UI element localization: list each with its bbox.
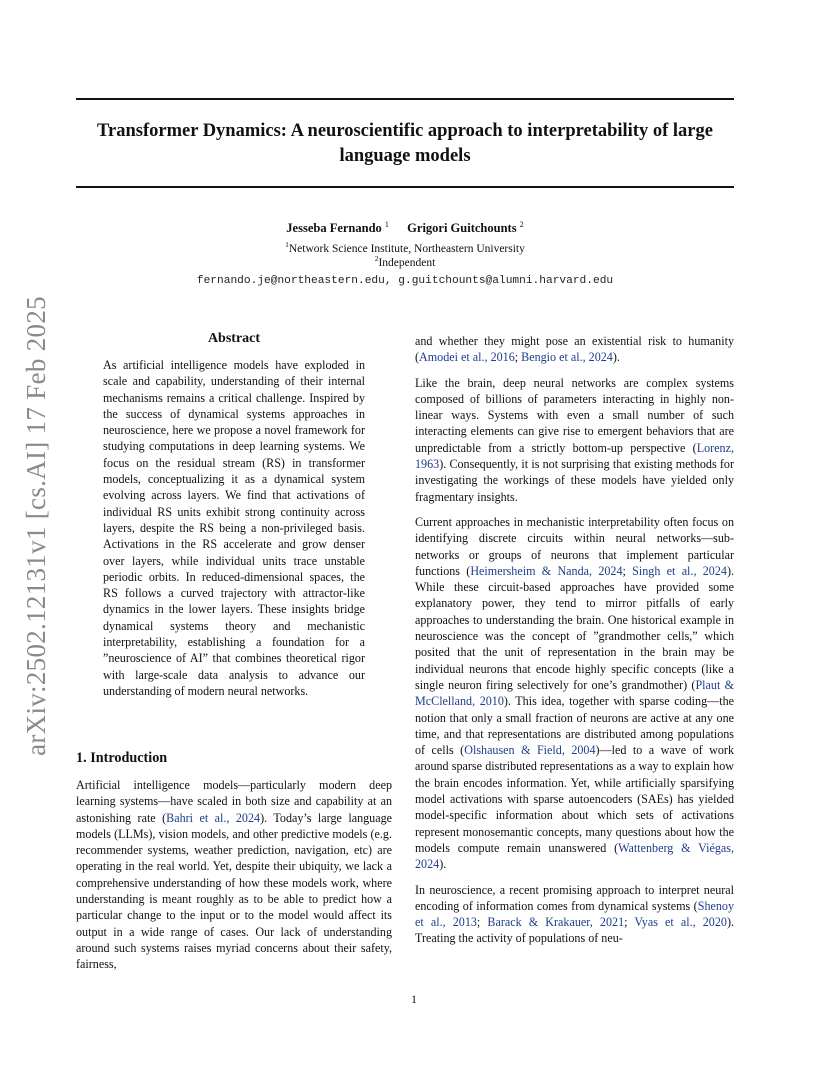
- abstract-text: As artificial intelligence models have exploded in scale and capability, understanding of their internal mechanisms remains a critical challenge. Inspired by the success of dynamical systems approaches in neuroscience, here we propose a novel framework for studying computations in deep learning systems. We focus on the residual stream (RS) in transformer models, conceptualizing it as a dynamical system evolving across layers. We find that activations of individual RS units exhibit strong continuity across layers, despite the RS being a non-privileged basis. Activations in the RS accelerate and grow denser over layers, while individual units trace unstable periodic orbits. In reduced-dimensional spaces, the RS follows a curved trajectory with attractor-like dynamics in the lower layers. These insights bridge dynamical systems theory and mechanistic interpretability, establishing a foundation for a ”neuroscience of AI” that combines theoretical rigor with large-scale data analysis to advance our understanding of modern neural networks.: [103, 358, 365, 698]
- citation-separator: ;: [622, 563, 633, 578]
- text-run: Like the brain, deep neural networks are complex systems composed of billions of parameters interacting in highly non-linear ways. Systems with even a small number of such interacting elements can give rise to emergent behaviors that are unpredictable from a strictly bottom-up perspective (: [415, 375, 734, 455]
- text-run: ). Consequently, it is not surprising that existing methods for investigating the workings of these models have yielded only fragmentary insights.: [415, 457, 734, 504]
- citation-link[interactable]: Amodei et al., 2016: [419, 350, 515, 365]
- text-run: Artificial intelligence models—particularly modern deep learning systems—have scaled in both size and capability at an astonishing rate (: [76, 778, 392, 825]
- citation-link[interactable]: Plaut & McClelland, 2010: [415, 677, 734, 709]
- affiliation-2: [76, 252, 734, 270]
- left-column: [76, 330, 392, 699]
- citation-link[interactable]: Heimersheim & Nanda, 2024: [470, 563, 623, 578]
- text-run: ). Treating the activity of populations of neu-: [415, 915, 734, 946]
- paragraph: [415, 333, 734, 366]
- intro-paragraph: [76, 777, 392, 973]
- citation-link[interactable]: Barack & Krakauer, 2021: [487, 915, 625, 930]
- text-run: ). This idea, together with sparse coding—the notion that only a small fraction of neurons are active at any one time, and that representations are distributed among populations of cells (: [415, 694, 734, 758]
- arxiv-sidebar-stamp: arXiv:2502.12131v1 [cs.AI] 17 Feb 2025: [21, 296, 51, 756]
- author-affil-mark: 2: [519, 220, 524, 229]
- citation-separator: ;: [476, 915, 488, 930]
- paragraph: [415, 882, 734, 947]
- text-run: ).: [612, 350, 620, 365]
- text-run: Current approaches in mechanistic interpretability often focus on identifying discrete circuits within neural networks—sub-networks or groups of neurons that implement particular functions (: [415, 514, 734, 578]
- paper-title: Transformer Dynamics: A neuroscientific approach to interpretability of large language models: [97, 121, 713, 166]
- author-name: Jesseba Fernando: [286, 221, 382, 236]
- citation-link[interactable]: Olshausen & Field, 2004: [464, 743, 596, 758]
- citation-link[interactable]: Lorenz, 1963: [415, 440, 734, 472]
- paragraph: [415, 375, 734, 505]
- author-name: Grigori Guitchounts: [407, 221, 517, 236]
- paragraph: [415, 514, 734, 873]
- citation-link[interactable]: Singh et al., 2024: [632, 563, 727, 578]
- author-affil-mark: 1: [384, 220, 389, 229]
- affil-text: Network Science Institute, Northeastern University: [288, 242, 525, 255]
- citation-separator: ;: [514, 350, 522, 365]
- author-emails: fernando.je@northeastern.edu, g.guitchounts@alumni.harvard.edu: [196, 275, 614, 287]
- text-run: ). Today’s large language models (LLMs), vision models, and other predictive models (e.g. recommender systems, weather prediction, navigation, etc) are operating in the real world. Yet, despite their ubiquity, we lack a comprehensive understanding of how these models work, where understanding is meant roughly as to be able to predict how a particular change to the input or to the model would affect its output in a wide range of cases. Our lack of understanding around such systems raises myriad concerns about their safety, fairness,: [76, 810, 392, 972]
- right-column: [415, 333, 734, 956]
- title-top-rule: [76, 98, 734, 100]
- page-number: 1: [411, 992, 417, 1006]
- citation-link[interactable]: Shenoy et al., 2013: [415, 898, 734, 930]
- citation-link[interactable]: Bahri et al., 2024: [166, 810, 261, 825]
- text-run: ). While these circuit-based approaches have provided some explanatory power, they tend to mirror pitfalls of early approaches to understanding the brain. One historical example in neuroscience was the concept of ”grandmother cells,” which posited that the unit of representation in the brain may be individual neurons that encode highly specific concepts (like a single neuron firing selectively for one’s grandmother) (: [415, 563, 735, 692]
- citation-link[interactable]: Bengio et al., 2024: [521, 350, 613, 365]
- intro-heading: 1. Introduction: [76, 750, 168, 766]
- citation-link[interactable]: Wattenberg & Viégas, 2024: [415, 840, 734, 872]
- affil-mark: 2: [374, 254, 379, 263]
- text-run: In neuroscience, a recent promising approach to interpret neural encoding of information comes from dynamical systems (: [415, 882, 734, 913]
- title-bottom-rule: [76, 186, 734, 188]
- citation-link[interactable]: Vyas et al., 2020: [634, 915, 727, 930]
- text-run: )—led to a wave of work around sparse distributed representations as a way to explain how the brain encodes information. Yet, while artificially sparsifying model activations with sparse autoencoders (SAEs) has yielded model-specific information about which sets of activations represent monosemantic concepts, many questions about how the models compute remain unanswered (: [415, 743, 735, 855]
- text-run: and whether they might pose an existential risk to humanity (: [415, 334, 734, 365]
- text-run: ).: [439, 857, 447, 872]
- affil-mark: 1: [285, 240, 289, 249]
- affil-text: Independent: [378, 256, 436, 269]
- abstract-heading: Abstract: [207, 331, 261, 346]
- author-list: [76, 217, 734, 236]
- citation-separator: ;: [624, 915, 635, 930]
